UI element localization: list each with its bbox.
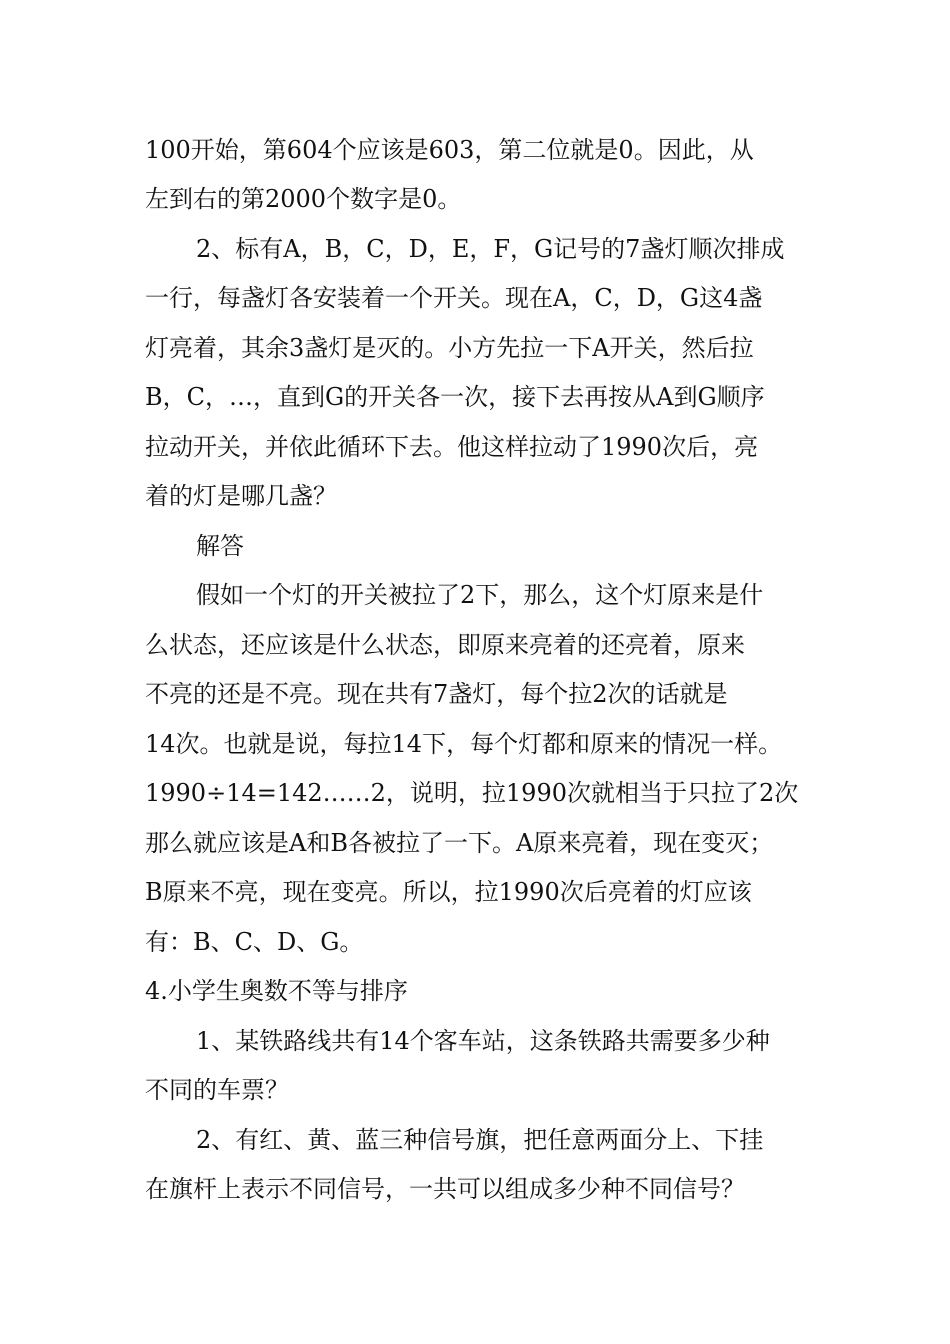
answer-heading: 解答 bbox=[196, 532, 244, 560]
answer-line-7: B原来不亮，现在变亮。所以，拉1990次后亮着的灯应该 bbox=[145, 878, 752, 906]
problem-2-line-2: 一行，每盏灯各安装着一个开关。现在A，C，D，G这4盏 bbox=[145, 284, 763, 312]
answer-line-1: 假如一个灯的开关被拉了2下，那么，这个灯原来是什 bbox=[196, 581, 764, 609]
problem-2-line-4: B，C，…，直到G的开关各一次，接下去再按从A到G顺序 bbox=[145, 383, 765, 411]
answer-line-5: 1990÷14=142……2，说明，拉1990次就相当于只拉了2次 bbox=[145, 779, 799, 807]
problem-2-line-1: 2、标有A，B，C，D，E，F，G记号的7盏灯顺次排成 bbox=[196, 235, 785, 263]
problem-2-line-5: 拉动开关，并依此循环下去。他这样拉动了1990次后，亮 bbox=[145, 433, 759, 461]
answer-line-8: 有：B、C、D、G。 bbox=[145, 928, 364, 956]
question-2-line-1: 2、有红、黄、蓝三种信号旗，把任意两面分上、下挂 bbox=[196, 1126, 764, 1154]
question-1-line-2: 不同的车票？ bbox=[145, 1076, 289, 1104]
text-line-2: 左到右的第2000个数字是0。 bbox=[145, 185, 462, 213]
answer-line-4: 14次。也就是说，每拉14下，每个灯都和原来的情况一样。 bbox=[145, 730, 783, 758]
answer-line-2: 么状态，还应该是什么状态，即原来亮着的还亮着，原来 bbox=[145, 631, 745, 659]
answer-line-6: 那么就应该是A和B各被拉了一下。A原来亮着，现在变灭； bbox=[145, 829, 774, 857]
section-heading: 4.小学生奥数不等与排序 bbox=[145, 977, 408, 1005]
question-2-line-2: 在旗杆上表示不同信号，一共可以组成多少种不同信号？ bbox=[145, 1175, 745, 1203]
answer-line-3: 不亮的还是不亮。现在共有7盏灯，每个拉2次的话就是 bbox=[145, 680, 728, 708]
problem-2-line-6: 着的灯是哪几盏？ bbox=[145, 482, 337, 510]
problem-2-line-3: 灯亮着，其余3盏灯是灭的。小方先拉一下A开关，然后拉 bbox=[145, 334, 754, 362]
question-1-line-1: 1、某铁路线共有14个客车站，这条铁路共需要多少种 bbox=[196, 1027, 770, 1055]
text-line-1: 100开始，第604个应该是603，第二位就是0。因此，从 bbox=[145, 136, 754, 164]
